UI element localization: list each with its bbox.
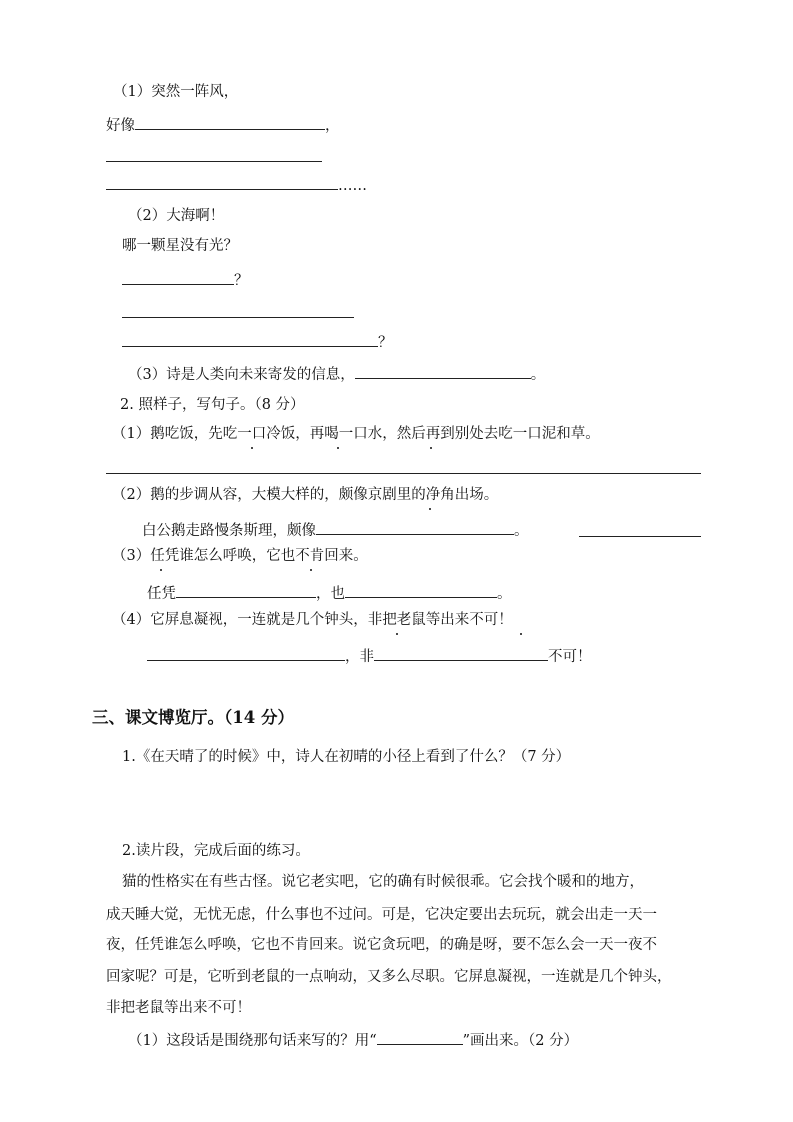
answer-blank[interactable] [345, 582, 497, 598]
example-2-text: （2）鹅的步调从容，大模大样的，颇像京剧里的净角出场。 [112, 487, 499, 503]
poem-q3 [128, 363, 545, 385]
emphasis-dot [390, 610, 404, 630]
emphasis-dot [304, 546, 318, 566]
word-buke: 不可！ [548, 649, 592, 665]
underline-sample [377, 1029, 463, 1045]
answer-blank[interactable] [122, 331, 378, 347]
emphasis-dot [146, 546, 175, 566]
question-mark: ？ [378, 335, 393, 351]
example-4-fill [147, 645, 592, 667]
word-renping: 任凭 [147, 586, 176, 602]
passage-question-1-suffix: ”画出来。（2 分） [462, 1033, 579, 1049]
example-4-text: （4）它屏息凝视，一连就是几个钟头，非把老鼠等出来不可！ [112, 612, 513, 628]
answer-blank[interactable] [106, 174, 338, 190]
poem-q1-heading: （1）突然一阵风， [113, 84, 239, 100]
example-1 [112, 424, 600, 444]
section-3-question-2: 2.读片段，完成后面的练习。 [122, 843, 310, 859]
poem-q1-line1 [106, 114, 340, 136]
answer-blank[interactable] [176, 582, 316, 598]
poem-q1-line1-suffix: ， [325, 118, 340, 134]
passage-question-1 [128, 1029, 578, 1051]
answer-blank[interactable] [374, 645, 548, 661]
example-3-fill [147, 582, 512, 604]
passage-line: 回家呢？可是，它听到老鼠的一点响动，又多么尽职。它屏息凝视，一连就是几个钟头， [106, 969, 672, 985]
poem-q1-line3 [106, 174, 367, 196]
answer-blank[interactable] [147, 645, 345, 661]
answer-line[interactable] [122, 317, 354, 318]
word-fei: ，非 [345, 649, 374, 665]
poem-q2-line1: 哪一颗星没有光？ [122, 238, 238, 254]
period: 。 [497, 586, 512, 602]
section-2-title: 2. 照样子，写句子。（8 分） [120, 397, 305, 413]
section-3-question-1: 1.《在天晴了的时候》中，诗人在初晴的小径上看到了什么？（7 分） [122, 749, 571, 765]
passage-line: 成天睡大觉，无忧无虑，什么事也不过问。可是，它决定要出去玩玩，就会出走一天一 [106, 907, 657, 923]
period: 。 [514, 523, 529, 539]
answer-blank[interactable] [135, 114, 325, 130]
poem-q2-heading: （2）大海啊！ [128, 208, 225, 224]
passage-line: 猫的性格实在有些古怪。说它老实吧，它的确有时候很乖。它会找个暖和的地方， [122, 874, 644, 890]
poem-q2-line2 [122, 269, 249, 291]
emphasis-dot [506, 610, 535, 630]
emphasis-dot [416, 424, 445, 444]
passage-question-1-prefix: （1）这段话是围绕那句话来写的？用“ [128, 1033, 377, 1049]
example-2-fill [142, 519, 529, 541]
answer-blank[interactable] [316, 519, 514, 535]
example-4 [112, 610, 513, 630]
example-1-text: （1）鹅吃饭，先吃一口冷饭，再喝一口水，然后再到别处去吃一口泥和草。 [112, 426, 600, 442]
question-mark: ？ [234, 273, 249, 289]
example-3 [112, 546, 368, 566]
poem-q3-end: 。 [530, 367, 546, 383]
emphasis-dot [331, 424, 345, 444]
emphasis-dot [415, 485, 444, 505]
poem-q1-ellipsis: …… [338, 178, 367, 194]
answer-blank[interactable] [122, 269, 234, 285]
answer-line[interactable] [106, 473, 701, 474]
answer-line[interactable] [579, 536, 701, 537]
poem-q1-line1-prefix: 好像 [106, 118, 135, 134]
poem-q3-text: （3）诗是人类向未来寄发的信息， [128, 367, 355, 383]
section-3-title: 三、课文博览厅。（14 分） [92, 708, 294, 727]
example-2-fill-prefix: 白公鹅走路慢条斯理，颇像 [142, 523, 316, 539]
word-ye: ，也 [316, 586, 345, 602]
emphasis-dot [245, 424, 259, 444]
poem-q2-line4 [122, 331, 393, 353]
answer-line[interactable] [106, 161, 322, 162]
passage-line: 夜，任凭谁怎么呼唤，它也不肯回来。说它贪玩吧，的确是呀，要不怎么会一天一夜不 [106, 937, 657, 953]
answer-blank[interactable] [355, 363, 531, 379]
example-2 [112, 485, 498, 505]
passage-line: 非把老鼠等出来不可！ [106, 1000, 251, 1016]
example-3-text: （3）任凭谁怎么呼唤，它也不肯回来。 [112, 548, 368, 564]
